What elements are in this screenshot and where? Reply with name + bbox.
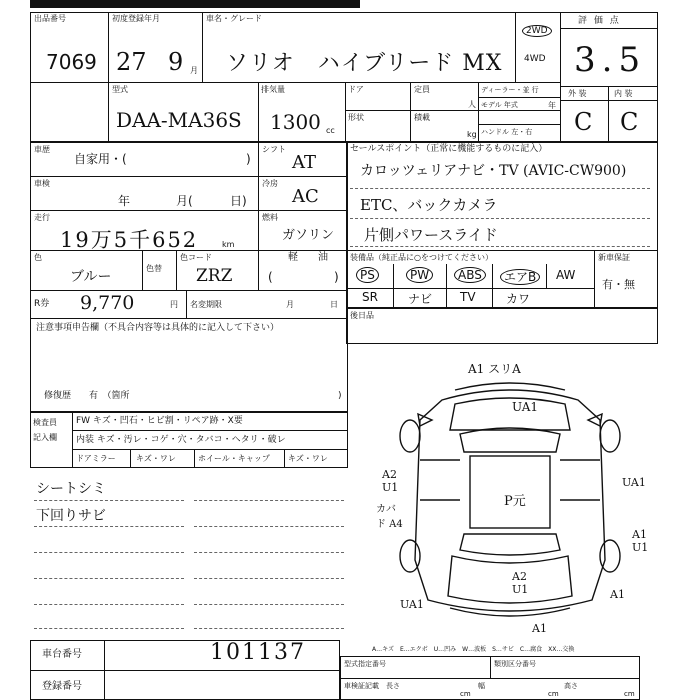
footer-f2: 類別区分番号 xyxy=(494,660,536,668)
name-label: 車名・グレード xyxy=(206,14,262,23)
mark-left2: カバ ド A4 xyxy=(376,504,403,530)
lot-label: 出品番号 xyxy=(34,14,66,23)
color-value: ブルー xyxy=(70,269,112,285)
displacement-label: 排気量 xyxy=(261,85,285,94)
new-car-value: 有・無 xyxy=(602,278,635,291)
aircon-label: 冷房 xyxy=(262,179,278,188)
type-close: ) xyxy=(246,152,251,166)
new-car-label: 新車保証 xyxy=(598,253,630,262)
sales-line1: カロッツェリアナビ・TV (AVIC-CW900) xyxy=(360,163,627,179)
color-label: 色 xyxy=(34,253,42,262)
exterior-label: 外 装 xyxy=(568,89,587,98)
exterior: C xyxy=(574,108,593,136)
cc-unit: cc xyxy=(326,126,335,135)
sales-line2: ETC、バックカメラ xyxy=(360,196,498,214)
inspection-year: 年 xyxy=(118,194,131,208)
recycle-label: R券 xyxy=(34,299,50,309)
recycle-value: 9,770 xyxy=(80,292,135,314)
inspection-day: 日) xyxy=(230,194,247,208)
notes-label: 注意事項申告欄（不具合内容等は具体的に記入して下さい） xyxy=(36,323,280,333)
mark-right2: A1 U1 xyxy=(632,528,649,554)
reg-month-unit: 月 xyxy=(190,66,198,75)
mark-hood: UA1 xyxy=(512,400,539,414)
inspector-label2: 記入欄 xyxy=(33,433,57,442)
mark-right1: UA1 xyxy=(622,476,646,489)
inspector-row3d: キズ・ワレ xyxy=(288,454,328,463)
load-label: 積載 xyxy=(414,113,430,122)
color-code: ZRZ xyxy=(196,266,233,286)
equip-navi: ナビ xyxy=(408,292,433,306)
header-text: 都 オークション xyxy=(40,9,92,17)
reg-month: 9 xyxy=(168,48,184,76)
door-label: ドア xyxy=(348,85,364,94)
capacity-label: 定員 xyxy=(414,85,430,94)
dealer-label: ディーラー・並 行 xyxy=(481,86,539,94)
mark-rear-left: UA1 xyxy=(400,598,424,611)
lot-number: 7069 xyxy=(46,50,97,74)
chassis-value: 101137 xyxy=(210,640,306,665)
year-unit: 年 xyxy=(548,101,556,110)
person-unit: 人 xyxy=(468,100,476,109)
mark-left1: A2 U1 xyxy=(382,468,399,494)
sales-label: セールスポイント（正常に機能するものに記入） xyxy=(350,144,548,154)
repair-label: 修復歴 有 （箇所 xyxy=(44,391,130,401)
inspector-row1: FW キズ・凹石・ヒビ割・リペア跡・X要 xyxy=(76,416,243,426)
color-change-label: 色替 xyxy=(146,264,162,273)
sales-line3: 片側パワースライド xyxy=(364,226,498,244)
after-label: 後日品 xyxy=(350,311,374,320)
reg-label: 登録番号 xyxy=(42,681,82,692)
inspector-label1: 検査員 xyxy=(33,418,57,427)
kg-unit: kg xyxy=(467,130,477,139)
damage-legend: A…キズ E…エクボ U…凹み W…波板 S…サビ C…腐食 XX…交換 xyxy=(372,646,575,653)
model: DAA-MA36S xyxy=(116,108,242,132)
type-value: 自家用・( xyxy=(74,152,127,166)
shift-label: シフト xyxy=(262,145,286,154)
interior: C xyxy=(620,108,639,136)
footer-f9: cm xyxy=(624,690,635,698)
first-reg-label: 初度登録年月 xyxy=(112,14,160,23)
footer-f6: 幅 xyxy=(478,682,485,690)
handle-label: ハンドル 左・右 xyxy=(481,128,533,136)
equip-label: 装備品（純正品に○をつけてください） xyxy=(350,253,493,262)
shape-label: 形状 xyxy=(348,113,364,122)
footer-f3: 車検証記載 xyxy=(344,682,379,690)
note-line2: 下回りサビ xyxy=(36,508,106,524)
inspector-row3c: ホイール・キャップ xyxy=(198,454,270,463)
fuel-label: 燃料 xyxy=(262,213,278,222)
model-label: 型式 xyxy=(112,85,128,94)
inspector-row3b: キズ・ワレ xyxy=(136,454,176,463)
inspection-label: 車検 xyxy=(34,179,50,188)
mark-rear-right: A1 xyxy=(610,588,625,601)
rating-label: 評 価 点 xyxy=(578,16,621,26)
inspection-month: 月( xyxy=(176,194,193,208)
rating: 3.5 xyxy=(574,40,647,80)
car-name: ソリオ ハイブリード MX xyxy=(226,51,503,76)
footer-f4: 長さ xyxy=(386,682,400,690)
color-code-label: 色コード xyxy=(180,253,212,262)
model-year-label: モデル 年式 xyxy=(481,101,518,109)
drive-2wd: 2WD xyxy=(522,26,552,36)
mileage: 19万5千652 xyxy=(60,228,199,252)
equip-aw: AW xyxy=(556,268,576,282)
shift-value: AT xyxy=(292,152,317,173)
interior-label: 内 装 xyxy=(614,89,633,98)
equip-sr: SR xyxy=(362,290,378,304)
inspector-row2: 内装 キズ・汚レ・コゲ・穴・タバコ・ヘタリ・破レ xyxy=(76,435,286,445)
footer-f1: 型式指定番号 xyxy=(344,660,386,668)
mark-roof: P元 xyxy=(504,494,526,509)
note-line1: シートシミ xyxy=(36,481,106,497)
reg-year: 27 xyxy=(116,48,147,76)
inspector-row3a: ドアミラー xyxy=(76,454,116,463)
equip-ps: PS xyxy=(356,268,379,282)
mark-rear1: A2 U1 xyxy=(512,570,529,596)
fuel-options: 軽 油 xyxy=(288,252,328,263)
type-label: 車歴 xyxy=(34,145,50,154)
chassis-label: 車台番号 xyxy=(42,649,82,660)
equip-abs: ABS xyxy=(454,268,486,282)
mark-bottom: A1 xyxy=(532,622,547,635)
fuel-value: ガソリン xyxy=(282,228,335,243)
equip-tv: TV xyxy=(460,290,476,304)
after-frame xyxy=(346,308,658,344)
meigi-month: 月 xyxy=(286,300,294,309)
footer-f5: cm xyxy=(460,690,471,698)
equip-pw: PW xyxy=(406,268,433,282)
meigi-label: 名変期限 xyxy=(190,300,222,309)
meigi-day: 日 xyxy=(330,300,338,309)
equip-leather: カワ xyxy=(506,292,531,306)
equip-airbag: エアB xyxy=(500,268,540,285)
repair-close: ) xyxy=(338,391,342,401)
header-band xyxy=(30,0,360,17)
mileage-label: 走行 xyxy=(34,213,50,222)
drive-4wd: 4WD xyxy=(524,54,546,64)
footer-f7: cm xyxy=(548,690,559,698)
km-unit: km xyxy=(222,240,235,249)
footer-f8: 高さ xyxy=(564,682,578,690)
mark-front-top: A1 スリA xyxy=(468,362,521,376)
aircon-value: AC xyxy=(292,186,319,207)
displacement: 1300 xyxy=(270,110,321,134)
yen-unit: 円 xyxy=(170,300,178,309)
